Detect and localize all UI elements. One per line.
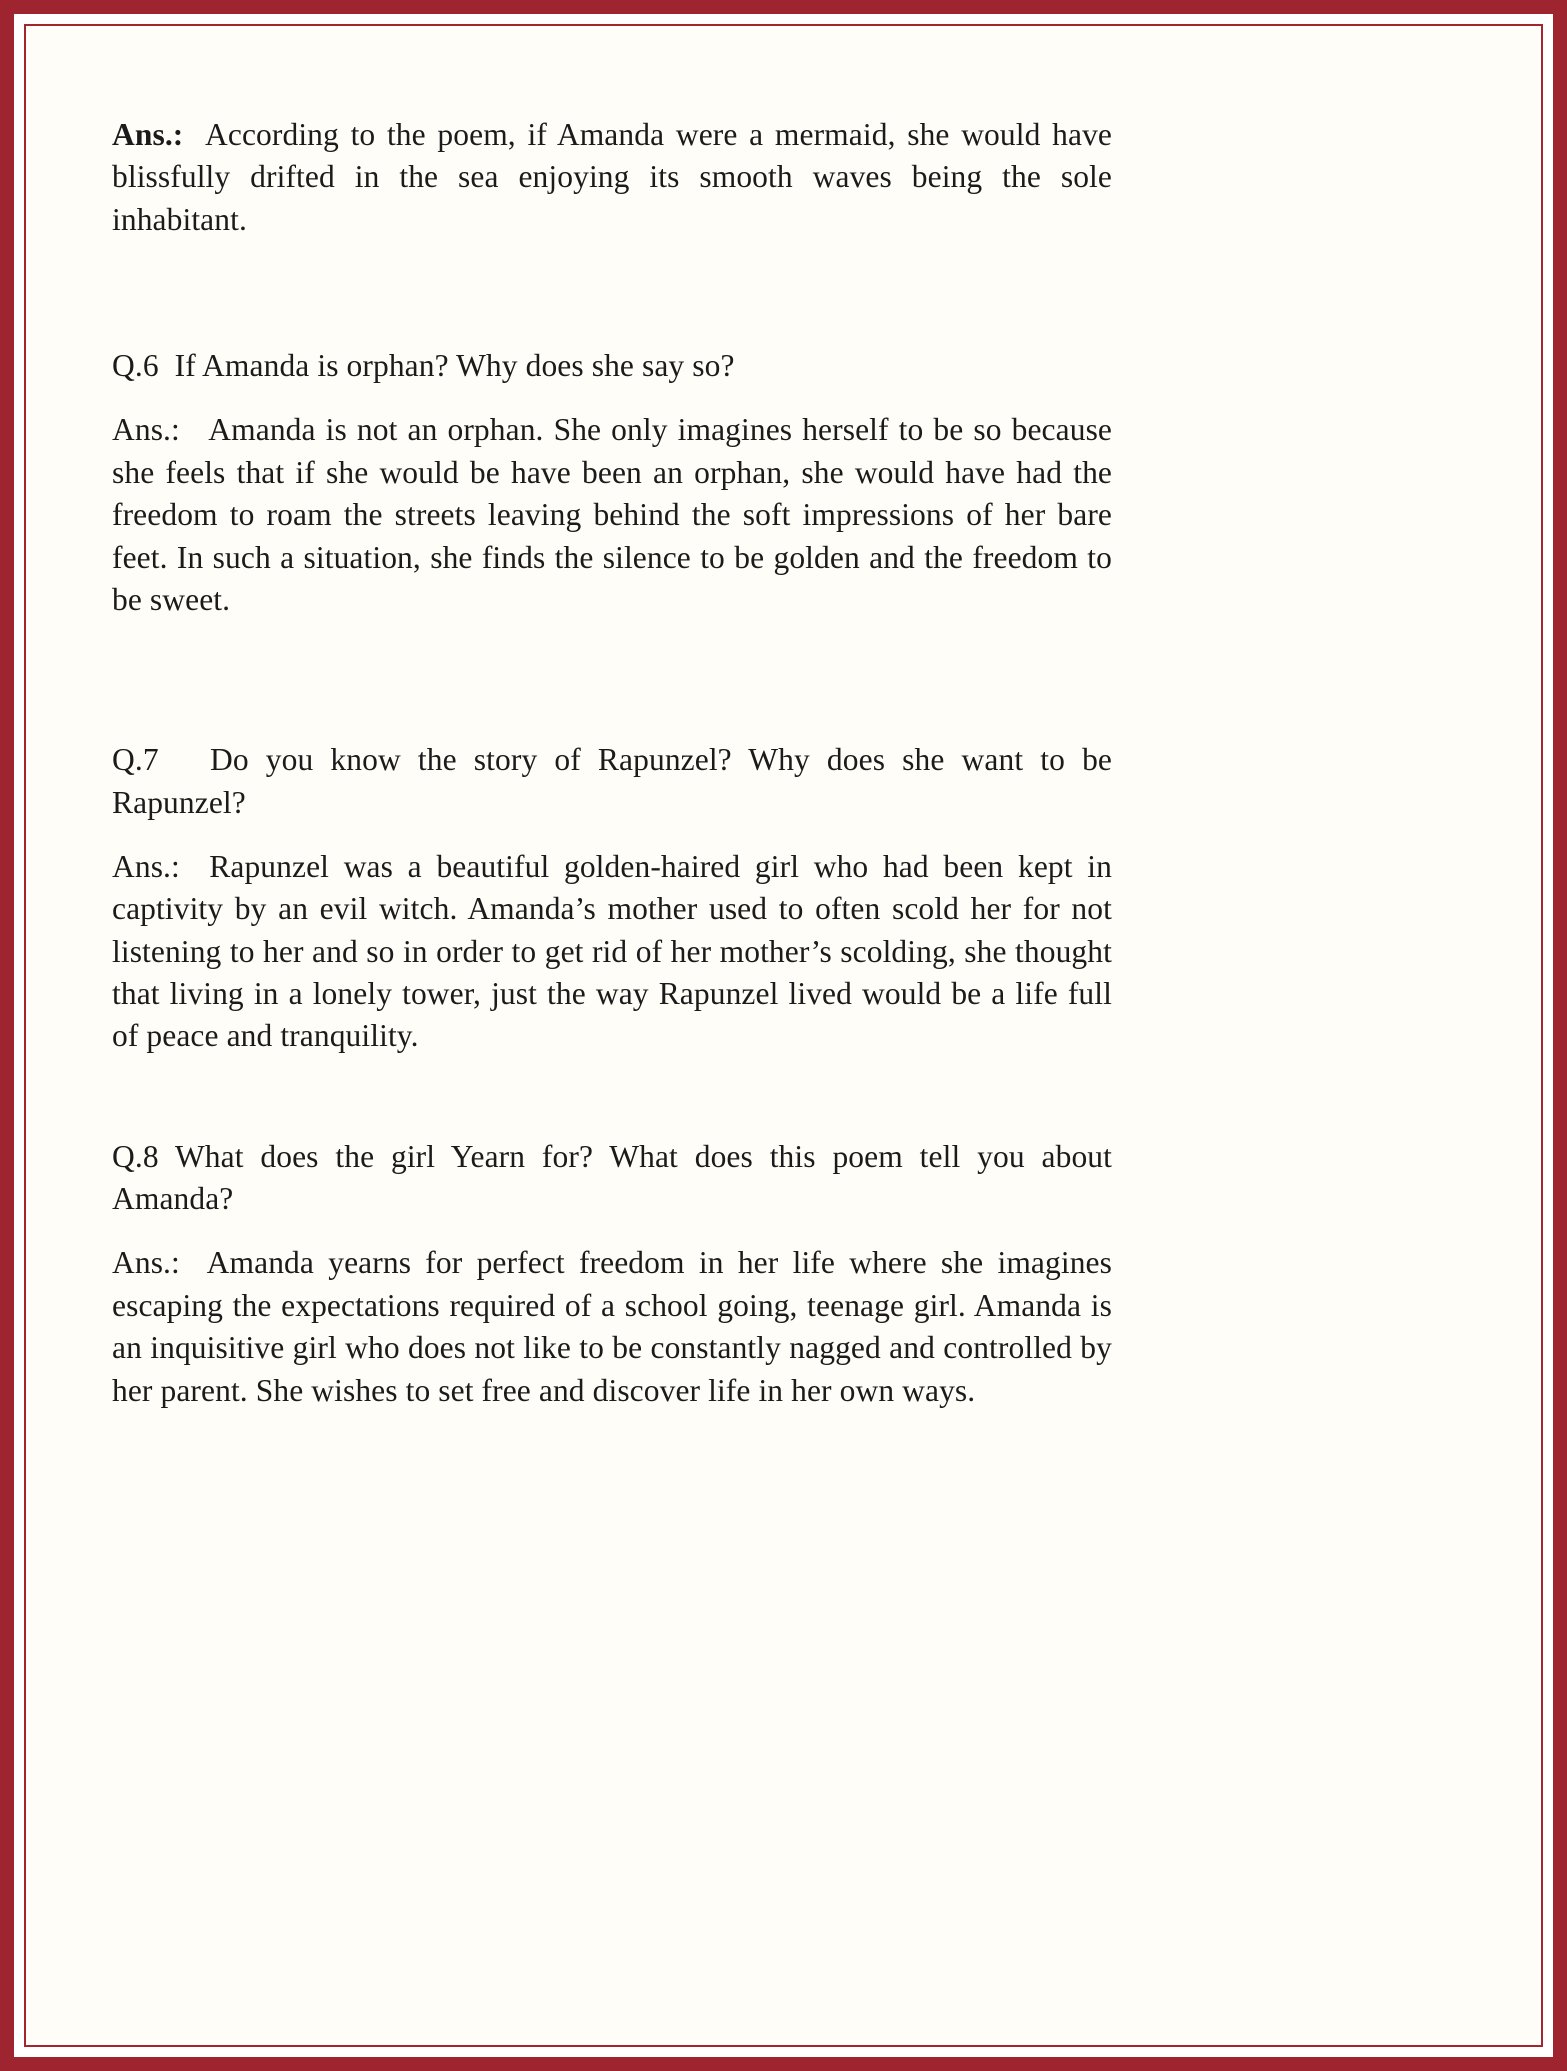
answer-text-8: Amanda yearns for perfect freedom in her life where she imagines escaping the expectations required of a school going, teenage girl. Amanda is an inquisitive girl who does not like to be constantly nagged and controlled by her parent. She wishes to set free and discover life in her own ways. bbox=[112, 1245, 1112, 1408]
spacer bbox=[112, 824, 1112, 846]
spacer bbox=[112, 241, 1112, 345]
spacer bbox=[112, 387, 1112, 409]
answer-label-8: Ans.: bbox=[112, 1245, 180, 1281]
spacer bbox=[112, 1058, 1112, 1136]
answer-paragraph-6 bbox=[112, 409, 1112, 621]
question-text-6: If Amanda is orphan? Why does she say so? bbox=[174, 348, 735, 384]
question-heading-7 bbox=[112, 739, 1112, 824]
page-surface bbox=[29, 29, 1538, 2042]
spacer bbox=[112, 1220, 1112, 1242]
question-heading-8 bbox=[112, 1136, 1112, 1221]
page-border-frame bbox=[14, 14, 1553, 2057]
question-text-8: What does the girl Yearn for? What does this poem tell you about Amanda? bbox=[112, 1138, 1112, 1217]
answer-label-7: Ans.: bbox=[112, 848, 180, 884]
spacer bbox=[112, 621, 1112, 739]
answer-text-5: According to the poem, if Amanda were a mermaid, she would have blissfully drifted in the sea enjoying its smooth waves being the sole inhabitant. bbox=[112, 117, 1112, 237]
page-inner-rule bbox=[24, 24, 1543, 2047]
answer-paragraph-5 bbox=[112, 114, 1112, 241]
question-number-8: Q.8 bbox=[112, 1138, 159, 1174]
answer-label-5: Ans.: bbox=[112, 117, 184, 152]
document-content bbox=[112, 114, 1112, 1412]
question-number-6: Q.6 bbox=[112, 348, 159, 384]
answer-label-6: Ans.: bbox=[112, 412, 180, 448]
question-text-7: Do you know the story of Rapunzel? Why does she want to be Rapunzel? bbox=[112, 742, 1112, 820]
answer-text-7: Rapunzel was a beautiful golden-haired girl who had been kept in captivity by an evil witch. Amanda’s mother used to often scold her for not listening to her and so in order to get rid of her mother’s scolding, she thought that living in a lonely tower, just the way Rapunzel lived would be a life full of peace and tranquility. bbox=[112, 848, 1112, 1054]
answer-text-6: Amanda is not an orphan. She only imagines herself to be so because she feels that if she would be have been an orphan, she would have had the freedom to roam the streets leaving behind the soft impressions of her bare feet. In such a situation, she finds the silence to be golden and the freedom to be sweet. bbox=[112, 412, 1113, 617]
question-number-7: Q.7 bbox=[112, 742, 159, 778]
question-heading-6 bbox=[112, 345, 1112, 387]
answer-paragraph-8 bbox=[112, 1242, 1112, 1411]
answer-paragraph-7 bbox=[112, 846, 1112, 1058]
